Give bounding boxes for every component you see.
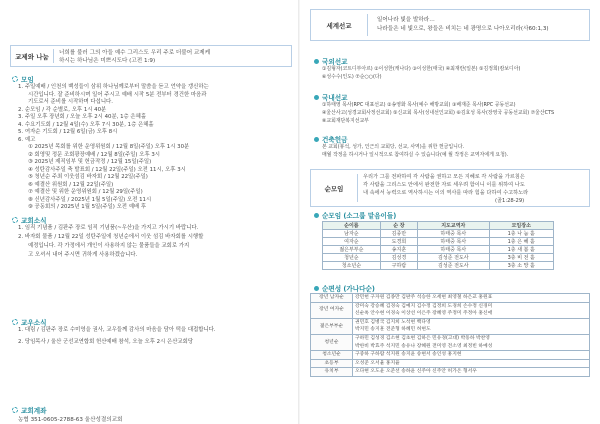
text-line: 6. 예고: [18, 136, 36, 143]
mission-box: [310, 9, 590, 41]
group-name: 유치부: [311, 368, 353, 377]
fellowship-text-line: 하시는 하나님은 미쁘시도다 (고전 1:9): [59, 58, 156, 64]
table-cell: 3층 비 전 홀: [489, 254, 553, 262]
group-name: 청소년순: [311, 351, 353, 360]
soon-label: 순모임: [324, 184, 344, 193]
group-name: 청년순: [311, 334, 353, 350]
text-line: 5. 여자순 기도회 / 12월 6일(금) 오후 8시: [18, 129, 118, 135]
text-line: 1. 임직 기념품 / 김판주 장로 임직 기념품(~우산)을 가지고 가시기 바랍니다.: [18, 225, 199, 231]
table-cell: 1층 새 봄 홀: [489, 246, 553, 254]
member-line: 구하민 김성경 김소현 김초현 김하은 민유경(고대) 박동하 박찬영: [355, 335, 490, 341]
soon-verse-line: 각 사람을 그리스도 안에서 완전한 자로 세우려 함이니 이를 위하여 나도: [363, 182, 525, 188]
text-line: 예정입니다. 각 가정에서 개인이 사용하지 않는 물품들을 교회로 가지: [28, 243, 190, 249]
table-row: [311, 294, 590, 303]
table-cell: 하태중 목사: [418, 238, 489, 246]
mission-text: [377, 16, 549, 34]
table-cell: 청소년순: [323, 262, 381, 270]
table-cell: 젊은부부순: [323, 246, 381, 254]
text-line: 3. 주일 오후 장년회 / 오늘 오후 2시 40분, 1층 은혜홀: [18, 114, 147, 120]
bank-account: 농협 351-0605-2788-63 울산성결의교회: [18, 417, 123, 423]
text-line: ② 회영및 정문 조회광장예배 / 12월 8일(주일) 오후 3시: [28, 151, 161, 158]
text-line: ⑤ 청년순 주최 이웃섬김 바자회 / 12월 22일(주일): [28, 174, 148, 180]
text-line: 4. 수요기도회 / 12월 4일(수) 오후 7시 30분, 1층 은혜홀: [18, 121, 154, 128]
text-line: ⑨ 공동회의 / 2025년 1월 5일(주일) 오전 예배 후: [28, 204, 147, 210]
group-name: 장년 여자순: [311, 302, 353, 318]
group-name: 장년 남자순: [311, 294, 353, 303]
text-line: 본 교회(봉석, 성가, 인근의 교회당, 선교, 사역)을 위한 헌금입니다.: [322, 144, 465, 150]
mission-label: 세계선교: [326, 21, 352, 30]
text-line: ①하태영 목사(RPC 대표선교) ②송영화 목사(예수 해방교회) ③배재준 목사(RPC 공동선교): [322, 102, 516, 108]
gear-icon: [12, 407, 18, 413]
member-line: 오다현 오도윤 오준선 송하윤 신주아 신주안 허가온 형서우: [355, 369, 477, 375]
text-line: ⑥ 예결산 위원회 / 12월 22일(주일): [28, 181, 114, 188]
text-line: ④울산사고(성경교회사정선교회) ⑤신교회 목사(성내선인교회) ⑥김효성 목사(장영국 공동선교회) ⑦울산CTS: [322, 110, 555, 116]
fellowship-box: [10, 45, 292, 67]
member-line: 신순옥 안수현 이경숙 이상선 이은주 장혜영 주정미 주정아 홍신애: [355, 311, 493, 317]
text-line: ③ 2025년 제직임부 및 헌금작정 / 12월 15일(주일): [28, 159, 152, 165]
group-members: [353, 302, 590, 318]
text-line: ⑧교회재단복지선교부: [322, 118, 369, 124]
text-line: ⑦ 예결산 및 위한 운영위원회 / 12월 29일(주일): [28, 189, 143, 195]
table-header-cell: 순이름: [323, 222, 381, 230]
table-row: [323, 262, 554, 270]
text-line: ④ 성탄감사주일 축 발표회 / 12월 22일(주일) 오전 11시, 오후 3시: [28, 166, 186, 173]
text-line: 2. 바자회 물품 / 12월 22일 성탄주일에 청년순에서 이웃 섬김 바자회를 시행할: [18, 234, 204, 240]
table-row: [323, 238, 554, 246]
soon-box: [310, 169, 590, 207]
member-line: 구중하 구하람 석지원 송지윤 송현서 송인성 홍지현: [355, 352, 462, 358]
text-line: 기도로서 준비를 시작하며 다섭니다.: [28, 99, 113, 105]
table-header-row: [323, 222, 554, 230]
table-cell: 1층 은 혜 홀: [489, 238, 553, 246]
mission-text-line: 나라들은 네 빛으로, 왕들은 비치는 네 광명으로 나아오리라(사60:1,3): [377, 26, 549, 32]
text-line: 매월 작정을 하시거나 일시적으로 참여하실 수 있습니다(예 월 작정은 교역자에게 요청).: [322, 152, 509, 158]
group-members: [353, 351, 590, 360]
text-line: 2. 당임목사 / 울산 군선교연합회 헌산예배 참석, 오늘 오후 2시 은산교회당: [18, 339, 194, 345]
fellowship-text: [59, 49, 210, 65]
table-row: [311, 368, 590, 377]
table-row: [311, 359, 590, 368]
table-cell: 3층 소 망 홀: [489, 262, 553, 270]
table-header-cell: 순 장: [380, 222, 417, 230]
table-row: [311, 318, 590, 334]
text-line: 1. 대림 / 김판주 장로 수미영을 권사, 교우들께 감사의 마음을 담아 떡을 대접합니다.: [18, 327, 216, 333]
member-line: 강미숙 강승혜 김경숙 김예지 김수정 김정희 도경희 손수정 신경미: [355, 303, 493, 309]
table-row: [311, 334, 590, 350]
table-cell: 김종만: [380, 230, 417, 238]
table-cell: 송지훈: [380, 246, 417, 254]
table-header-cell: 모임장소: [489, 222, 553, 230]
gear-icon: [12, 76, 18, 82]
group-name: 젊은부부순: [311, 318, 353, 334]
table-cell: 하태중 목사: [418, 246, 489, 254]
group-members: [353, 368, 590, 377]
table-cell: 김성준 전도사: [418, 262, 489, 270]
table-row: [311, 351, 590, 360]
soon-verse: [363, 173, 528, 205]
text-line: ①김형자(코트디부아르) ②이성한(캐나다) ③이성한(태국) ④최재란(일본) ⑤김정희(캄보디아): [322, 66, 521, 72]
group-members: [353, 359, 590, 368]
table-row: [311, 302, 590, 318]
table-cell: 구하람: [380, 262, 417, 270]
account-title: 교회계좌: [12, 405, 46, 415]
group-members: [353, 318, 590, 334]
table-cell: 여자순: [323, 238, 381, 246]
soon-verse-ref: (골1:28-29): [495, 198, 525, 204]
table-row: [323, 246, 554, 254]
fellowship-label: 교제와 나눔: [15, 52, 49, 61]
soon-verse-line: 우리가 그를 전파하여 각 사람을 권하고 모든 지혜로 각 사람을 가르침은: [363, 174, 525, 180]
bullet-icon: [314, 213, 319, 218]
member-line: 권민호 김병국 김지희 노석현 백다영: [355, 319, 431, 325]
soon-verse-line: 내 속에서 능력으로 역사하시는 이의 역사를 따라 힘을 다하여 수고하노라: [363, 190, 529, 196]
group-members: [353, 334, 590, 350]
member-line: 오성준 오서율 홍지율: [355, 360, 400, 366]
text-line: ⑧ 신년감사주일 / 2025년 1월 5일(주일) 오전 11시: [28, 196, 152, 203]
gear-icon: [12, 217, 18, 223]
table-cell: 남자순: [323, 230, 381, 238]
bullet-icon: [314, 286, 319, 291]
building-offering-title: 건축헌금: [314, 134, 347, 144]
table-cell: 김성준 전도사: [418, 254, 489, 262]
text-line: ⑥성수수(인도) ⑦순○○(다): [322, 74, 382, 80]
gear-icon: [12, 319, 18, 325]
family-news-title: 교우소식: [12, 317, 46, 327]
table-cell: 청년순: [323, 254, 381, 262]
domestic-mission-title: 국내선교: [314, 92, 347, 102]
notices-title: 모임: [12, 74, 34, 84]
text-line: 고 오셔서 내어 주시면 귀하게 사용하겠습니다.: [28, 252, 138, 258]
church-news-title: 교회소식: [12, 215, 46, 225]
table-row: [323, 254, 554, 262]
text-line: 2. 순모임 / 각 순별로, 오후 1시 40분: [18, 106, 107, 113]
group-members: [353, 294, 590, 303]
foreign-mission-title: 국외선교: [314, 56, 347, 66]
bullet-icon: [314, 95, 319, 100]
right-page: [300, 0, 600, 424]
table-cell: 하태중 목사: [418, 230, 489, 238]
member-line: 박지민 송지훈 전준형 하혜민 허현도: [355, 327, 431, 333]
text-line: 시간입니다. 잘 준비하시며 일어 주시고 예배 시작 5분 전부터 경건한 마음과: [28, 91, 207, 98]
soon-table-title: 순모임 (소그룹 맡음이들): [314, 210, 396, 220]
table-header-cell: 지도교역자: [418, 222, 489, 230]
table-row: [323, 230, 554, 238]
fellowship-text-line: 너희를 불러 그의 아들 예수 그리스도 우리 주로 더불어 교제케: [59, 50, 211, 56]
table-cell: 도경희: [380, 238, 417, 246]
rest-title: 순편성 (가나다순): [314, 283, 375, 293]
member-line: 박한비 박효주 석지민 송유나 장혜원 전미영 전소영 최정빈 하예성: [355, 343, 493, 349]
table-cell: 1층 나 눔 홀: [489, 230, 553, 238]
text-line: ① 2025년 목회를 위한 운영위원회 / 12월 8일(주일) 오후 1시 30분: [28, 144, 190, 150]
soon-table: [322, 221, 554, 270]
text-line: 1. 주일예배 / 인천의 백성들이 삼위 하나님께로부터 말씀을 듣고 언약을 갱신하는: [18, 84, 209, 90]
bullet-icon: [314, 137, 319, 142]
member-line: 강민헌 구자원 김종만 김판주 석승한 오세현 최영철 하은교 홍원표: [355, 295, 493, 300]
rest-table: [310, 293, 590, 377]
table-cell: 김성경: [380, 254, 417, 262]
group-name: 초등부: [311, 359, 353, 368]
bullet-icon: [314, 59, 319, 64]
mission-text-line: 일어나라 빛을 발하라…: [377, 17, 435, 23]
